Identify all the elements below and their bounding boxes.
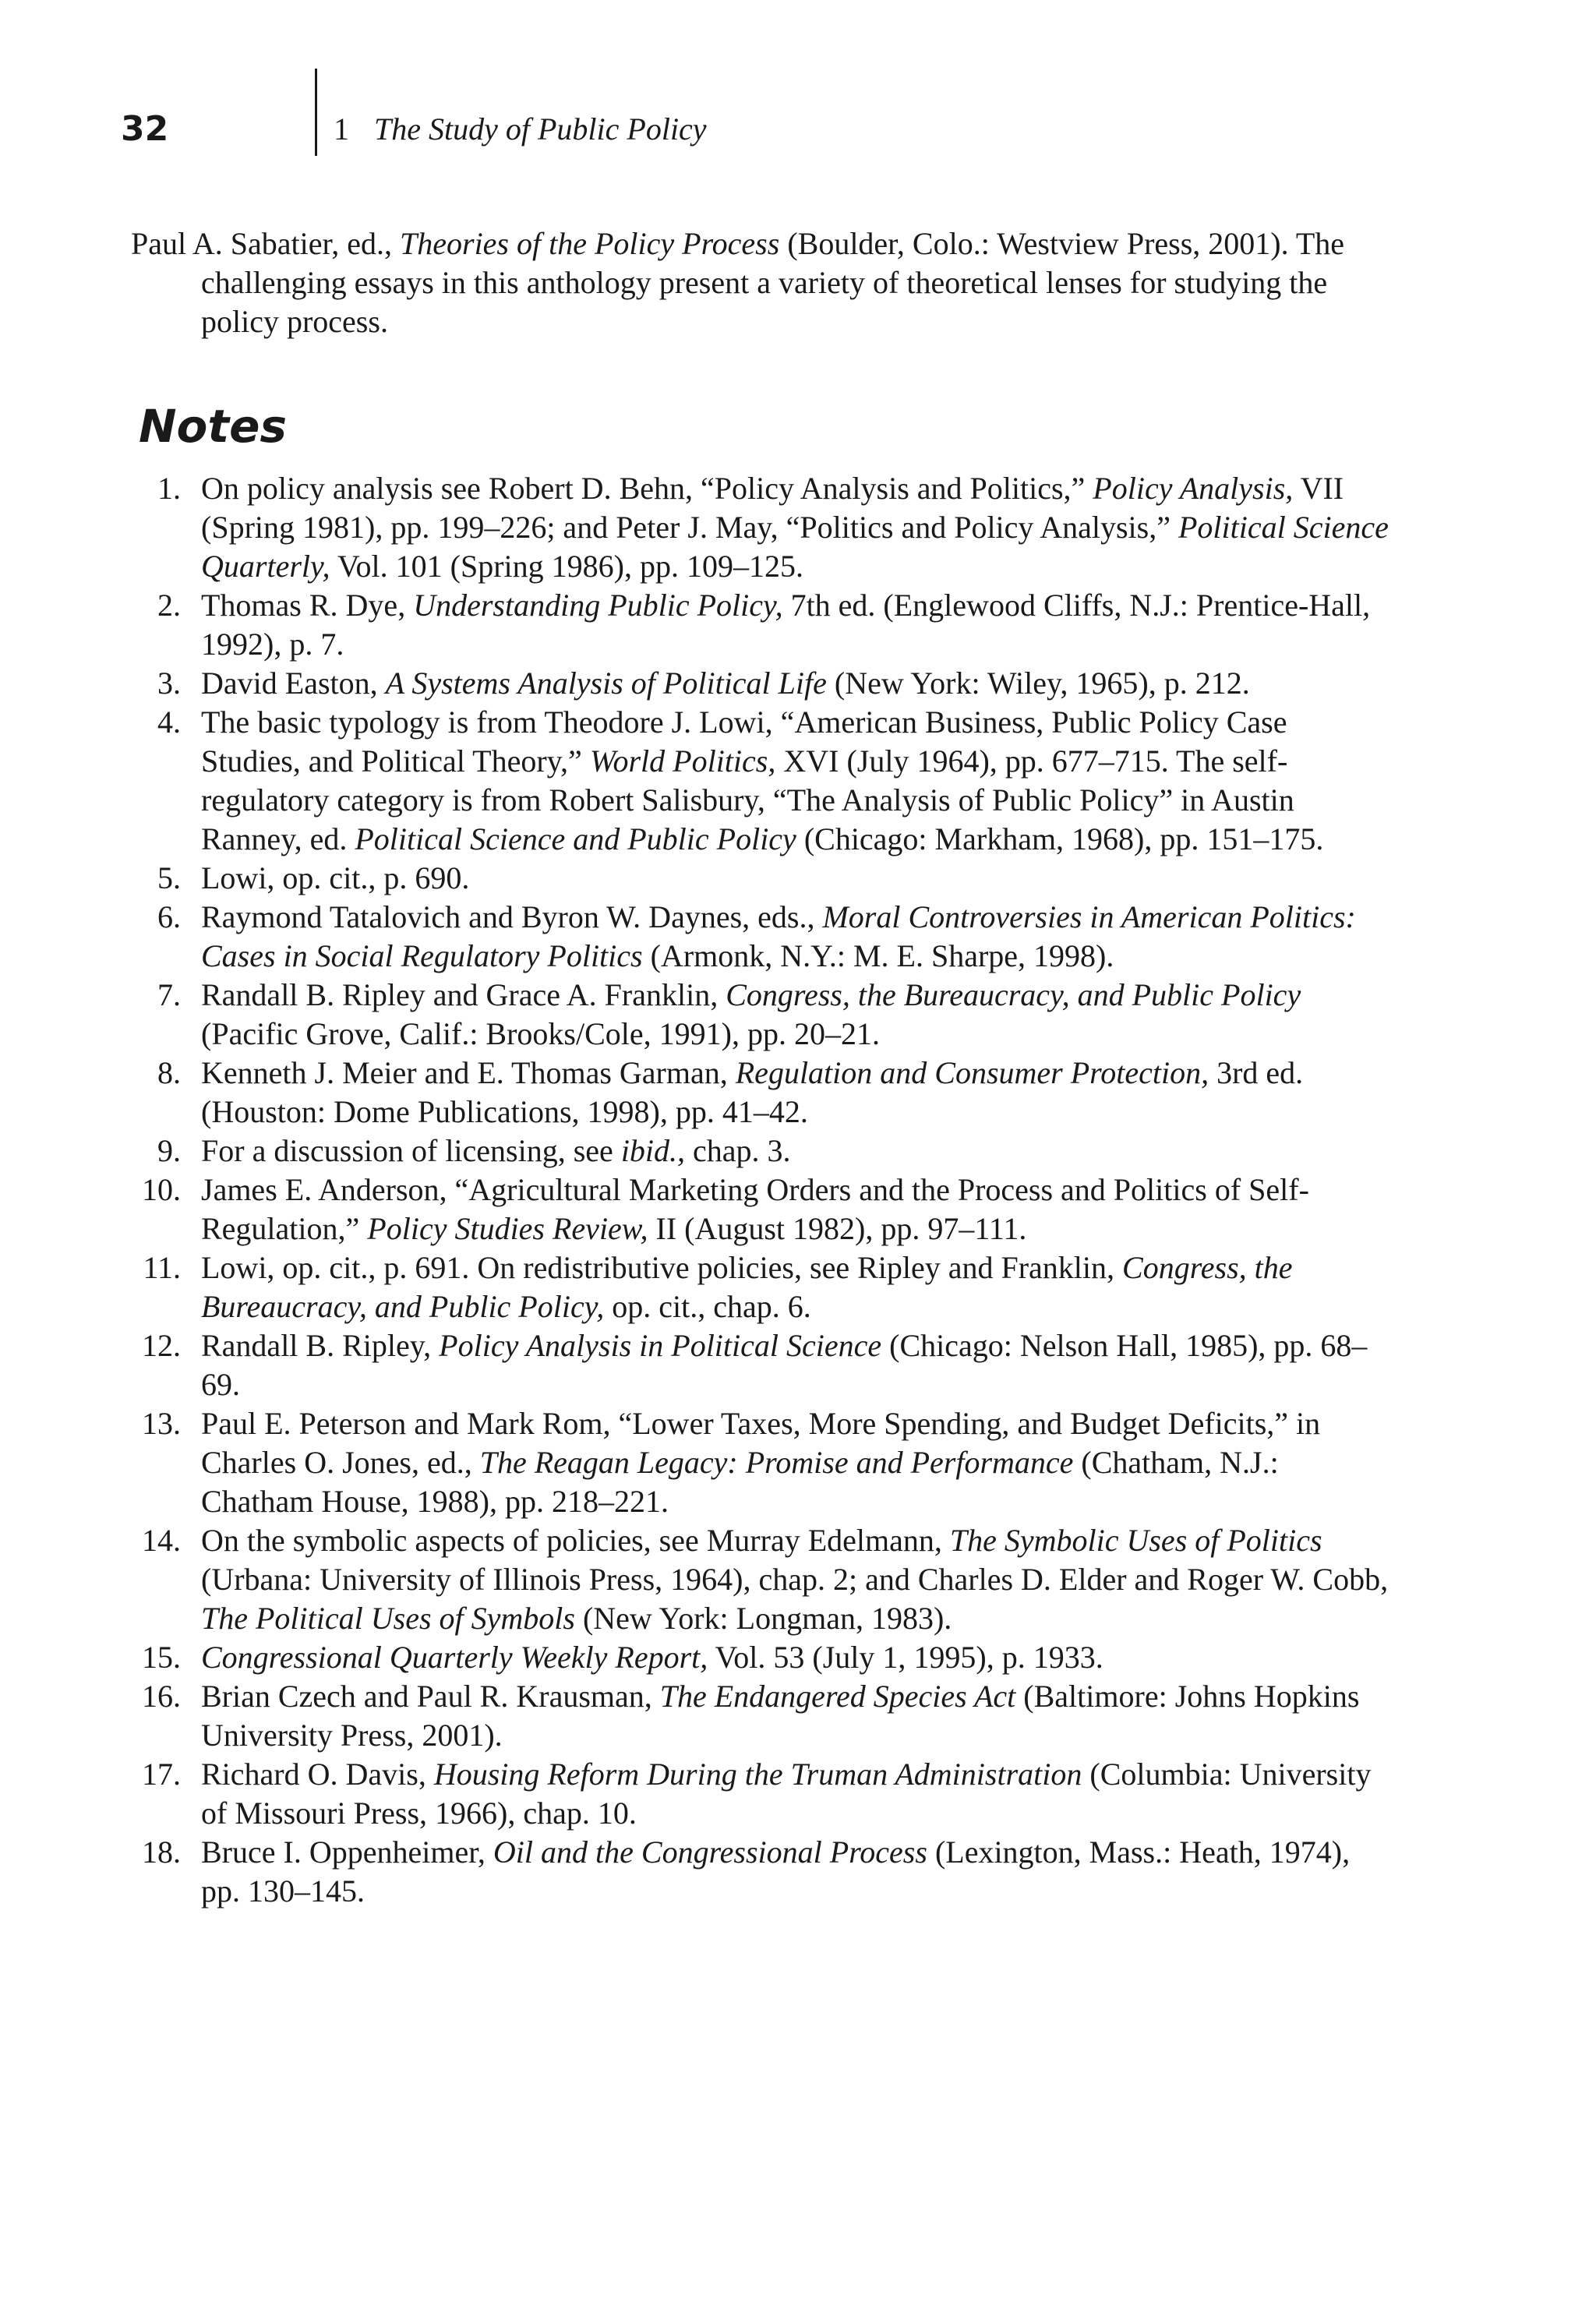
text-run: 3rd ed. (Houston: Dome Publications, 1998), pp. 41–42. xyxy=(201,1055,1304,1129)
text-run: Randall B. Ripley and Grace A. Franklin, xyxy=(201,977,726,1012)
text-run: Vol. 101 (Spring 1986), pp. 109–125. xyxy=(330,549,803,584)
text-run: (Lexington, Mass.: Heath, 1974), pp. 130–145. xyxy=(201,1834,1351,1909)
note-number: 18. xyxy=(142,1834,181,1870)
text-run: XVI (July 1964), pp. 677–715. The self-regulatory category is from Robert Salisbury, “The Analysis of Public Policy” in Austin Ranney, ed. xyxy=(201,743,1294,856)
note-number: 9. xyxy=(157,1133,181,1168)
text-run: Paul A. Sabatier, ed., xyxy=(131,226,400,261)
text-run: Thomas R. Dye, xyxy=(201,588,414,623)
title-italic: Congress, the Bureaucracy, and Public Policy xyxy=(726,977,1301,1012)
note-number: 1. xyxy=(157,471,181,506)
title-italic: Oil and the Congressional Process xyxy=(493,1834,927,1870)
title-italic: Understanding Public Policy, xyxy=(413,588,783,623)
text-run: David Easton, xyxy=(201,666,386,701)
title-italic: The Political Uses of Symbols xyxy=(201,1601,575,1636)
text-run: Brian Czech and Paul R. Krausman, xyxy=(201,1679,660,1714)
note-item xyxy=(131,898,1393,976)
title-italic: Policy Analysis in Political Science xyxy=(439,1328,882,1363)
text-run: James E. Anderson, “Agricultural Marketing Orders and the Process and Politics of Self-Regulation,” xyxy=(201,1172,1309,1246)
text-run: (Chicago: Nelson Hall, 1985), pp. 68–69. xyxy=(201,1328,1368,1402)
title-italic: Policy Analysis, xyxy=(1093,471,1294,506)
note-item xyxy=(131,1171,1393,1248)
title-italic: Political Science and Public Policy xyxy=(355,821,796,856)
note-item xyxy=(131,703,1393,859)
note-item xyxy=(131,1833,1393,1911)
note-item xyxy=(131,1755,1393,1833)
title-italic: ibid., xyxy=(620,1133,686,1168)
notes-heading: Notes xyxy=(139,400,287,453)
title-italic: Theories of the Policy Process xyxy=(400,226,780,261)
text-run: (Armonk, N.Y.: M. E. Sharpe, 1998). xyxy=(642,938,1114,973)
text-run: II (August 1982), pp. 97–111. xyxy=(648,1211,1027,1246)
title-italic: Moral Controversies in American Politics: Cases in Social Regulatory Politics xyxy=(201,899,1356,973)
page-content xyxy=(131,224,1393,1911)
text-run: Randall B. Ripley, xyxy=(201,1328,440,1363)
title-italic: Congress, the Bureaucracy, and Public Policy, xyxy=(201,1250,1293,1324)
text-run: On policy analysis see Robert D. Behn, “Policy Analysis and Politics,” xyxy=(201,471,1093,506)
note-item xyxy=(131,1521,1393,1638)
note-number: 5. xyxy=(157,860,181,895)
note-number: 17. xyxy=(142,1757,181,1792)
title-italic: World Politics, xyxy=(589,743,776,779)
chapter-heading xyxy=(334,109,707,150)
text-run: Richard O. Davis, xyxy=(201,1757,434,1792)
text-run: (Chatham, N.J.: Chatham House, 1988), pp. 218–221. xyxy=(201,1445,1279,1519)
text-run: On the symbolic aspects of policies, see Murray Edelmann, xyxy=(201,1523,950,1558)
note-item xyxy=(131,976,1393,1054)
header-divider xyxy=(315,69,317,156)
note-item xyxy=(131,1054,1393,1132)
note-item xyxy=(131,586,1393,664)
note-number: 7. xyxy=(157,977,181,1012)
text-run: The basic typology is from Theodore J. Lowi, “American Business, Public Policy Case Studies, and Political Theory,” xyxy=(201,704,1287,779)
page-number: 32 xyxy=(121,109,169,149)
text-run: 7th ed. (Englewood Cliffs, N.J.: Prentice-Hall, 1992), p. 7. xyxy=(201,588,1371,662)
notes-list xyxy=(131,469,1393,1911)
text-run: (Urbana: University of Illinois Press, 1964), chap. 2; and Charles D. Elder and Roger W. Cobb, xyxy=(201,1562,1389,1597)
title-italic: A Systems Analysis of Political Life xyxy=(385,666,827,701)
note-item xyxy=(131,664,1393,703)
note-item xyxy=(131,1677,1393,1755)
text-run: (Boulder, Colo.: Westview Press, 2001). The challenging essays in this anthology present a variety of theoretical lenses for studying the policy process. xyxy=(201,226,1345,339)
note-number: 12. xyxy=(142,1328,181,1363)
note-number: 2. xyxy=(157,588,181,623)
title-italic: Regulation and Consumer Protection, xyxy=(735,1055,1209,1090)
title-italic: Congressional Quarterly Weekly Report, xyxy=(201,1640,708,1675)
note-number: 15. xyxy=(142,1640,181,1675)
note-number: 11. xyxy=(143,1250,181,1285)
title-italic: Policy Studies Review, xyxy=(367,1211,648,1246)
note-item xyxy=(131,1326,1393,1404)
text-run: (Pacific Grove, Calif.: Brooks/Cole, 1991), pp. 20–21. xyxy=(201,1016,880,1051)
note-item xyxy=(131,1404,1393,1521)
note-number: 14. xyxy=(142,1523,181,1558)
note-item xyxy=(131,1248,1393,1326)
text-run: (New York: Wiley, 1965), p. 212. xyxy=(826,666,1250,701)
note-item xyxy=(131,1638,1393,1677)
note-number: 6. xyxy=(157,899,181,934)
text-run: (Chicago: Markham, 1968), pp. 151–175. xyxy=(796,821,1324,856)
text-run: VII (Spring 1981), pp. 199–226; and Peter J. May, “Politics and Policy Analysis,” xyxy=(201,471,1344,545)
text-run: Kenneth J. Meier and E. Thomas Garman, xyxy=(201,1055,736,1090)
text-run: Lowi, op. cit., p. 690. xyxy=(201,860,470,895)
running-header xyxy=(0,0,1596,203)
title-italic: Political Science Quarterly, xyxy=(201,510,1389,584)
title-italic: The Symbolic Uses of Politics xyxy=(949,1523,1322,1558)
note-item xyxy=(131,469,1393,586)
text-run: (New York: Longman, 1983). xyxy=(574,1601,952,1636)
chapter-title: The Study of Public Policy xyxy=(374,111,707,147)
note-number: 8. xyxy=(157,1055,181,1090)
note-number: 10. xyxy=(142,1172,181,1207)
reading-entry xyxy=(131,224,1393,341)
text-run: chap. 3. xyxy=(685,1133,791,1168)
note-item xyxy=(131,1132,1393,1171)
text-run: Vol. 53 (July 1, 1995), p. 1933. xyxy=(708,1640,1103,1675)
text-run: (Columbia: University of Missouri Press, 1966), chap. 10. xyxy=(201,1757,1372,1831)
text-run: Bruce I. Oppenheimer, xyxy=(201,1834,493,1870)
title-italic: The Reagan Legacy: Promise and Performance xyxy=(479,1445,1074,1480)
text-run: op. cit., chap. 6. xyxy=(604,1289,811,1324)
text-run: (Baltimore: Johns Hopkins University Press, 2001). xyxy=(201,1679,1360,1753)
title-italic: The Endangered Species Act xyxy=(659,1679,1016,1714)
note-number: 4. xyxy=(157,704,181,740)
note-item xyxy=(131,859,1393,898)
note-number: 13. xyxy=(142,1406,181,1441)
text-run: Lowi, op. cit., p. 691. On redistributive policies, see Ripley and Franklin, xyxy=(201,1250,1123,1285)
title-italic: Housing Reform During the Truman Administration xyxy=(433,1757,1082,1792)
text-run: For a discussion of licensing, see xyxy=(201,1133,621,1168)
note-number: 3. xyxy=(157,666,181,701)
chapter-number: 1 xyxy=(334,111,349,147)
text-run: Raymond Tatalovich and Byron W. Daynes, eds., xyxy=(201,899,823,934)
note-number: 16. xyxy=(142,1679,181,1714)
text-run: Paul E. Peterson and Mark Rom, “Lower Taxes, More Spending, and Budget Deficits,” in Charles O. Jones, ed., xyxy=(201,1406,1321,1480)
